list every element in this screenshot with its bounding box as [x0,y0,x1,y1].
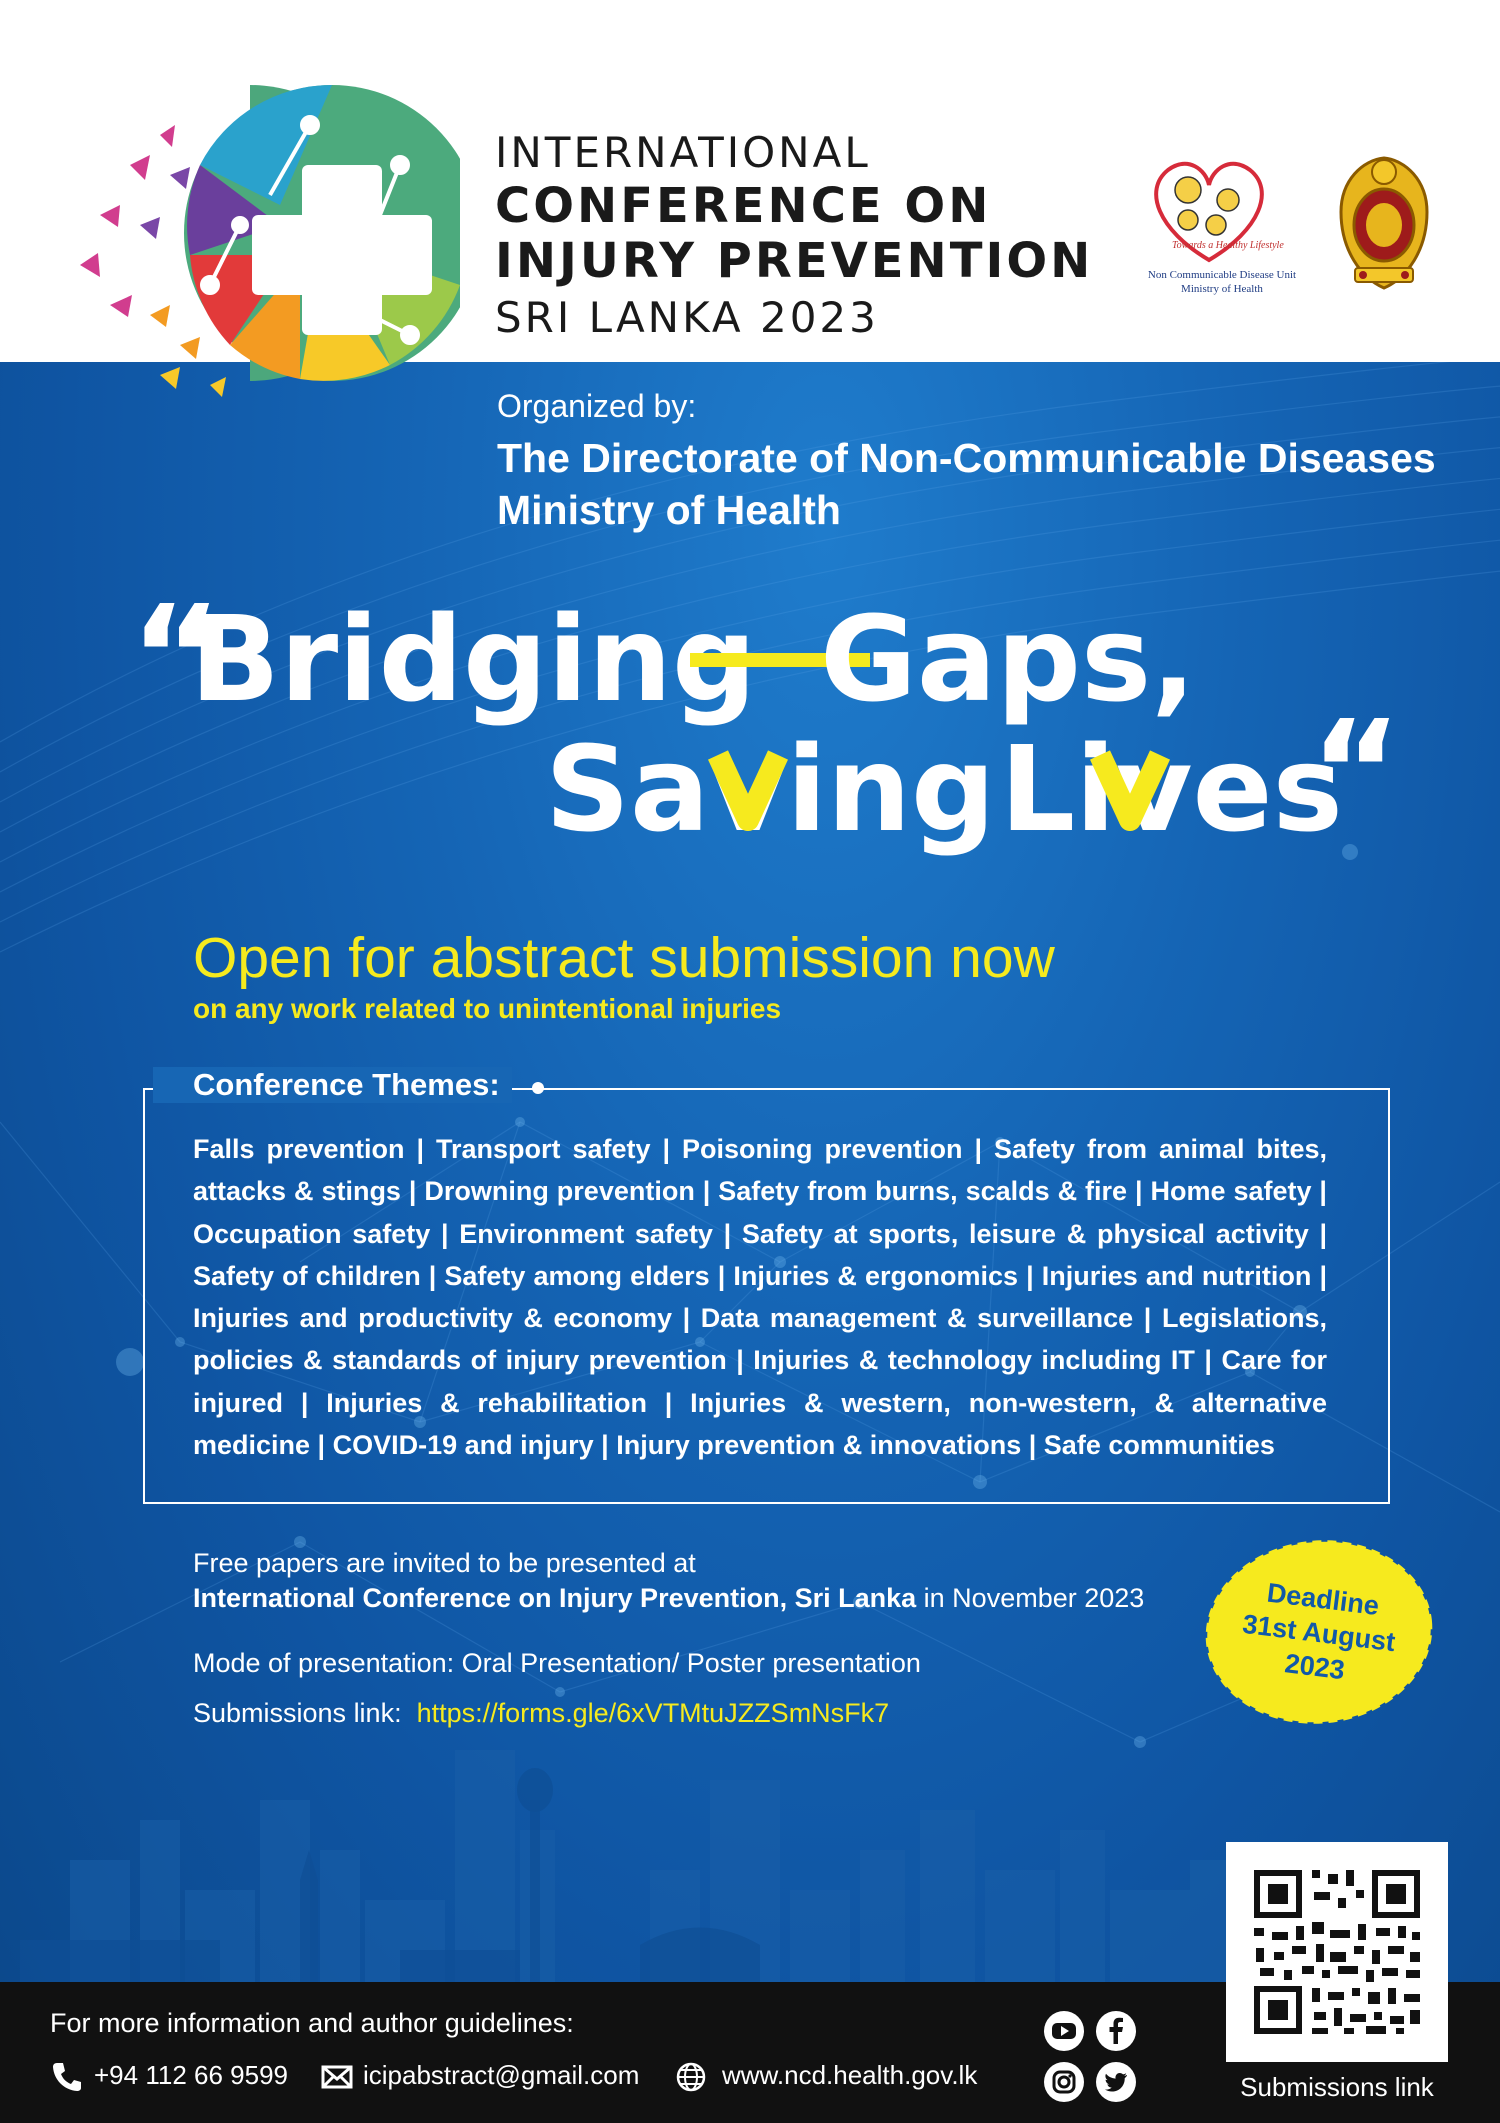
slogan-close-quote: “ [1310,691,1403,854]
twitter-icon[interactable] [1096,2062,1136,2102]
submission-row [193,1698,889,1729]
footer-title: For more information and author guidelines: [50,2008,574,2038]
qr-code[interactable] [1226,1842,1448,2062]
submission-label: Submissions link: [193,1698,402,1728]
call-title: Open for abstract submission now [193,926,1055,990]
ncd-unit-line1: Non Communicable Disease Unit [1147,269,1297,281]
ncd-unit-line2: Ministry of Health [1181,283,1263,295]
organizer-line2: Ministry of Health [497,487,841,533]
facebook-icon[interactable] [1096,2011,1136,2051]
slogan-bridging: Bridging [190,590,757,728]
conference-logo [40,55,460,415]
invite-line: Free papers are invited to be presented at [193,1548,696,1578]
invite-when: in November 2023 [916,1583,1145,1613]
slogan-gaps: Gaps, [820,590,1197,728]
slogan-open-quote: “ [130,576,223,739]
footer-phone[interactable]: +94 112 66 9599 [94,2060,288,2090]
presentation-mode: Mode of presentation: Oral Presentation/ Poster presentation [193,1648,921,1678]
ncd-tagline: Towards a Healthy Lifestyle [1172,240,1284,251]
bullet-dot [532,1082,544,1094]
qr-caption: Submissions link [1240,2072,1434,2102]
footer-website[interactable]: www.ncd.health.gov.lk [722,2060,978,2090]
title-injury-prevention: INJURY PREVENTION [495,233,1094,289]
instagram-icon[interactable] [1044,2062,1084,2102]
mail-icon [320,2060,354,2094]
conference-name: International Conference on Injury Prevention, Sri Lanka [193,1583,917,1613]
themes-list: Falls prevention | Transport safety | Poisoning prevention | Safety from animal bites, attacks & stings | Drowning prevention | Safety from burns, scalds & fire | Home safety | Occupation safety | Environment safety | Safety at sports, leisure & physical activity | Safety of children | Safety among elders | Injuries & ergonomics | Injuries and nutrition | Injuries and productivity & economy | Data management & surveillance | Legislations, policies & standards of injury prevention | Injuries & technology including IT | Care for injured | Injuries & rehabilitation | Injuries & western, non-western, & alternative medicine | COVID-19 and injury | Injury prevention & innovations | Safe communities [193,1134,1327,1461]
call-subtitle: on any work related to unintentional injuries [193,993,782,1024]
themes-heading: Conference Themes: [153,1067,512,1103]
qr-code-icon [1226,1842,1448,2062]
globe-icon [674,2060,708,2094]
deadline-year: 2023 [1283,1648,1347,1686]
footer-email[interactable]: icipabstract@gmail.com [363,2060,640,2090]
title-conference-on: CONFERENCE ON [495,178,992,234]
slogan-saving: Saving [545,720,996,858]
organizer-name [497,432,1436,536]
submission-link[interactable]: https://forms.gle/6xVTMtuJZZSmNsFk7 [416,1698,890,1728]
title-international: INTERNATIONAL [495,128,871,177]
organizer-line1: The Directorate of Non-Communicable Diseases [497,435,1436,481]
slogan [0,575,1500,875]
invite-conference [193,1583,1144,1614]
slogan-lives: Lives [1000,720,1343,858]
title-sri-lanka-2023: SRI LANKA 2023 [495,293,879,342]
ncd-unit-name [1132,268,1312,296]
phone-icon [50,2060,84,2094]
youtube-icon[interactable] [1044,2011,1084,2051]
deadline-date: 31st August [1240,1608,1397,1658]
organizer-label: Organized by: [497,388,697,424]
sri-lanka-emblem-icon [1333,150,1435,296]
deadline-badge [1200,1535,1438,1730]
deadline-label: Deadline [1265,1577,1381,1621]
